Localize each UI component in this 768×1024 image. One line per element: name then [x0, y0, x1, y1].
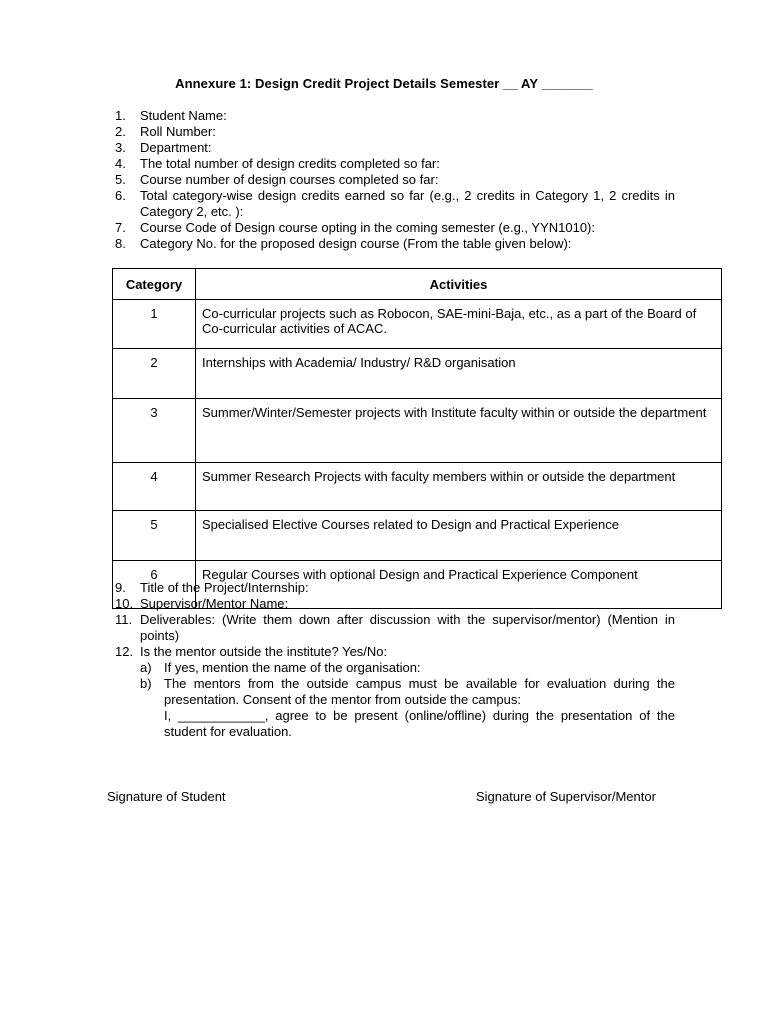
activity-cell: Co-curricular projects such as Robocon, SAE-mini-Baja, etc., as a part of the Board of Co-curricular activities of ACAC. [196, 300, 722, 349]
list-item [115, 156, 675, 172]
item-text: Student Name: [140, 108, 227, 123]
item-number: 1. [115, 108, 126, 123]
sub-item-text: The mentors from the outside campus must be available for evaluation during the presentation. Consent of the mentor from outside the campus: [164, 676, 675, 707]
list-item [115, 612, 675, 644]
category-cell: 4 [113, 463, 196, 511]
item-text: Total category-wise design credits earned so far (e.g., 2 credits in Category 1, 2 credits in Category 2, etc. ): [140, 188, 675, 219]
list-item [115, 596, 675, 612]
item-text: Course Code of Design course opting in the coming semester (e.g., YYN1010): [140, 220, 595, 235]
item-number: 7. [115, 220, 126, 235]
sub-item-letter: a) [140, 660, 152, 675]
item-number: 12. [115, 644, 134, 659]
category-cell: 2 [113, 349, 196, 399]
list-item [115, 108, 675, 124]
list-item [115, 124, 675, 140]
activity-cell: Specialised Elective Courses related to Design and Practical Experience [196, 511, 722, 561]
activity-cell: Summer/Winter/Semester projects with Institute faculty within or outside the department [196, 399, 722, 463]
header-activities: Activities [196, 269, 722, 300]
item-number: 10. [115, 596, 134, 611]
mentor-sublist [140, 660, 675, 740]
sub-item-letter: b) [140, 676, 152, 691]
item-number: 6. [115, 188, 126, 203]
list-item [115, 140, 675, 156]
project-details-list [115, 580, 675, 740]
activity-cell: Regular Courses with optional Design and Practical Experience Component [196, 561, 722, 609]
activity-cell: Summer Research Projects with faculty members within or outside the department [196, 463, 722, 511]
item-text: Title of the Project/Internship: [140, 580, 309, 595]
table-row [113, 399, 722, 463]
item-number: 5. [115, 172, 126, 187]
item-number: 11. [115, 612, 133, 627]
item-text: Supervisor/Mentor Name: [140, 596, 289, 611]
student-signature-label: Signature of Student [107, 789, 226, 804]
list-item [115, 220, 675, 236]
item-text: Is the mentor outside the institute? Yes/No: [140, 644, 388, 659]
consent-statement: I, ____________, agree to be present (online/offline) during the presentation of the student for evaluation. [164, 708, 675, 739]
item-text: Roll Number: [140, 124, 216, 139]
activity-cell: Internships with Academia/ Industry/ R&D organisation [196, 349, 722, 399]
page-title: Annexure 1: Design Credit Project Details Semester __ AY _______ [175, 76, 593, 91]
item-number: 8. [115, 236, 126, 251]
item-number: 4. [115, 156, 126, 171]
header-category: Category [113, 269, 196, 300]
category-cell: 1 [113, 300, 196, 349]
category-table [112, 268, 722, 609]
table-row [113, 463, 722, 511]
table-row [113, 300, 722, 349]
item-text: The total number of design credits completed so far: [140, 156, 440, 171]
table-header-row [113, 269, 722, 300]
item-text: Course number of design courses completed so far: [140, 172, 439, 187]
category-cell: 5 [113, 511, 196, 561]
list-item [115, 644, 675, 740]
list-item [115, 172, 675, 188]
list-item [115, 188, 675, 220]
details-list [115, 108, 675, 252]
sub-item-text: If yes, mention the name of the organisation: [164, 660, 421, 675]
item-text: Department: [140, 140, 212, 155]
sub-item [140, 660, 675, 676]
sub-item [140, 676, 675, 740]
item-number: 9. [115, 580, 126, 595]
mentor-signature-label: Signature of Supervisor/Mentor [476, 789, 656, 804]
item-text: Category No. for the proposed design course (From the table given below): [140, 236, 572, 251]
item-text: Deliverables: (Write them down after discussion with the supervisor/mentor) (Mention in points) [140, 612, 675, 643]
table-row [113, 511, 722, 561]
table-row [113, 349, 722, 399]
list-item [115, 236, 675, 252]
category-cell: 6 [113, 561, 196, 609]
list-item [115, 580, 675, 596]
category-cell: 3 [113, 399, 196, 463]
item-number: 2. [115, 124, 126, 139]
item-number: 3. [115, 140, 126, 155]
